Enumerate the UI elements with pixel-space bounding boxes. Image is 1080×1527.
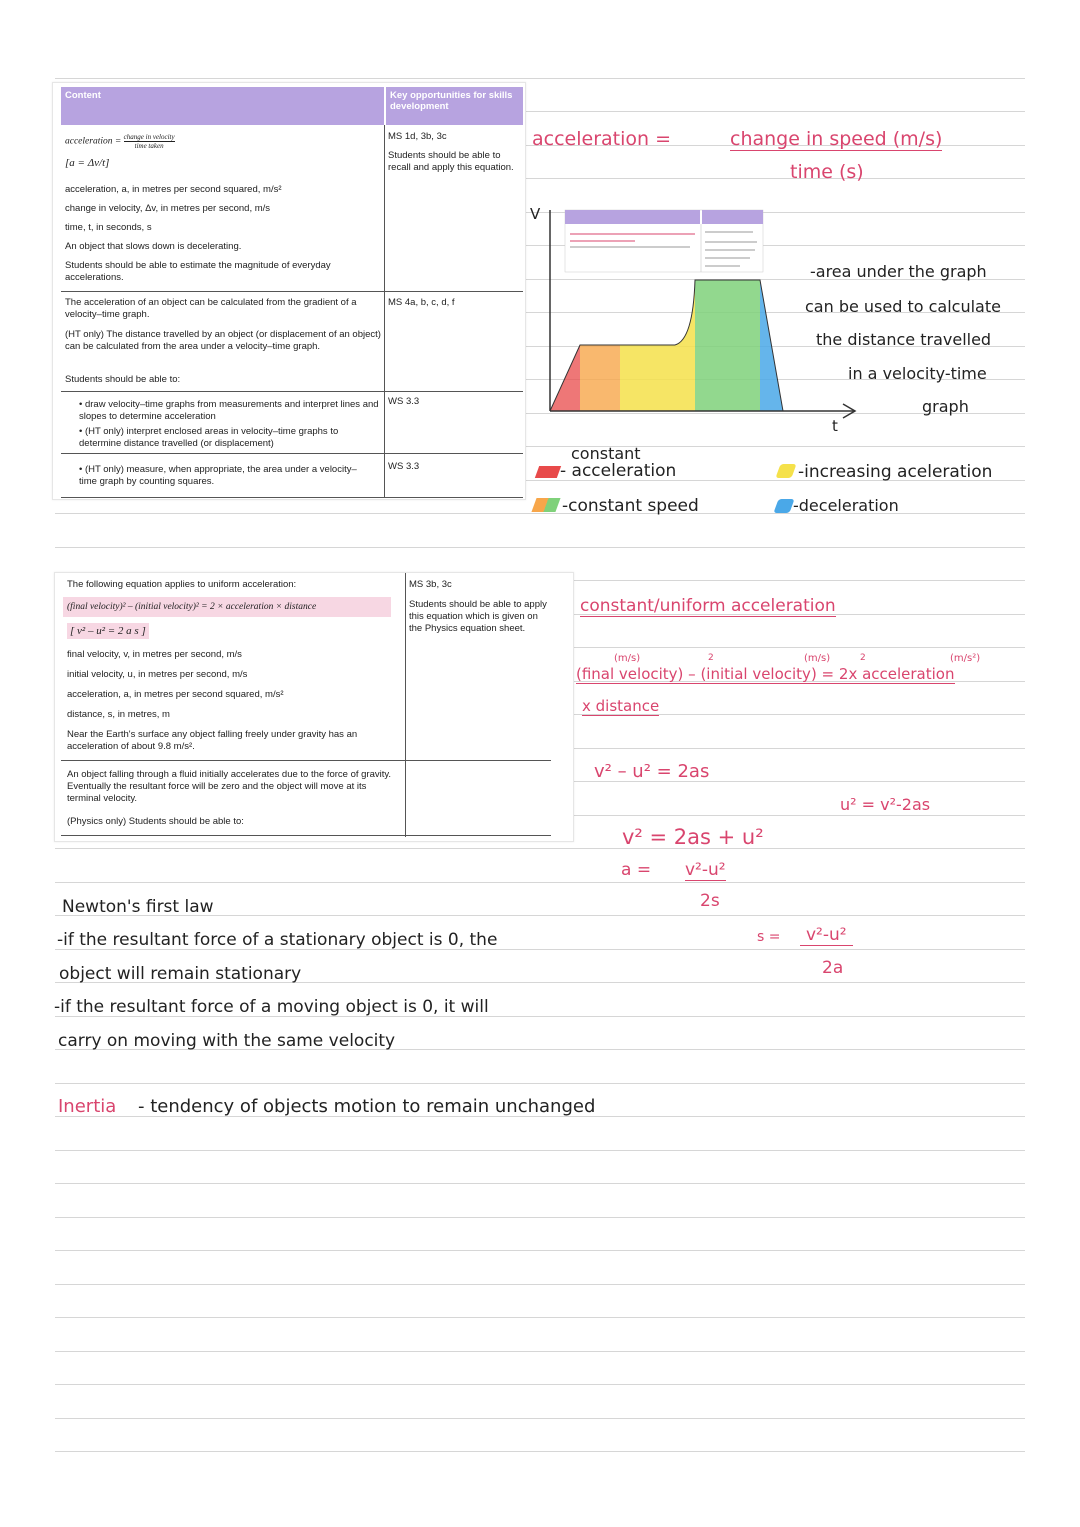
def-acceleration: acceleration, a, in metres per second squared, m/s²	[65, 184, 282, 195]
legend-constant-top: constant	[571, 444, 641, 463]
eq-s-fraction-top: v²-u²	[800, 925, 853, 946]
ms-1-text: Students should be able to recall and apply this equation.	[388, 150, 514, 173]
accel-label: acceleration =	[532, 128, 672, 150]
eq-s-fraction-bottom: 2a	[822, 958, 844, 978]
ht-area-text: (HT only) The distance travelled by an object (or displacement of an object) can be calculated from the area under a velocity–time graph.	[65, 329, 381, 352]
legend-constant-acceleration: - acceleration	[560, 461, 677, 481]
def-change-in-velocity: change in velocity, Δv, in metres per second, m/s	[65, 203, 271, 214]
unit-initial: (m/s)	[804, 653, 831, 664]
eq-a-fraction-bottom: 2s	[700, 891, 720, 911]
legend-orange-green-swatch	[531, 498, 560, 512]
physics-only-text: (Physics only) Students should be able to:	[67, 816, 244, 827]
uniform-intro: The following equation applies to uniform acceleration:	[67, 579, 297, 590]
ms-1: MS 1d, 3b, 3c	[388, 131, 447, 142]
area-note-3: the distance travelled	[816, 330, 992, 349]
eq-s-label: s =	[757, 929, 781, 945]
legend-increasing: -increasing aceleration	[798, 462, 993, 482]
words-equation: (final velocity) – (initial velocity) = 2x acceleration	[576, 665, 955, 683]
area-note-5: graph	[922, 397, 969, 416]
fluid-text: An object falling through a fluid initially accelerates due to the force of gravity. Eventually the resultant force will be zero and the object will move at its terminal velocity.	[67, 769, 392, 804]
square-final: 2	[708, 653, 714, 663]
area-note-4: in a velocity-time	[848, 364, 987, 383]
newton-line-3: -if the resultant force of a moving object is 0, it will	[54, 997, 489, 1017]
newton-line-4: carry on moving with the same velocity	[58, 1031, 396, 1051]
def-initial-velocity: initial velocity, u, in metres per second, m/s	[67, 669, 248, 680]
unit-acceleration: (m/s²)	[950, 653, 981, 664]
eq-v2: v² = 2as + u²	[622, 825, 764, 849]
header-key-opportunities: Key opportunities for skills development	[386, 87, 523, 125]
def-decelerating: An object that slows down is decelerating.	[65, 241, 242, 252]
eq-u2: u² = v²-2as	[840, 795, 931, 814]
area-constant-speed-green	[695, 280, 760, 411]
def-acceleration-2: acceleration, a, in metres per second squared, m/s²	[67, 689, 284, 700]
header-content: Content	[61, 87, 384, 125]
students-able-1: Students should be able to:	[65, 374, 181, 385]
inertia-definition: - tendency of objects motion to remain unchanged	[138, 1096, 596, 1117]
newton-title: Newton's first law	[62, 897, 214, 917]
square-initial: 2	[860, 653, 866, 663]
legend-red-swatch	[535, 466, 561, 478]
def-estimate: Students should be able to estimate the magnitude of everyday accelerations.	[65, 260, 331, 283]
legend-blue-swatch	[773, 499, 794, 513]
bullet-draw: • draw velocity–time graphs from measurements and interpret lines and slopes to determine acceleration	[79, 399, 379, 422]
spec-card-uniform-acceleration	[54, 572, 574, 842]
v-axis-label: V	[530, 205, 541, 223]
t-axis-label: t	[832, 417, 838, 435]
newton-line-2: object will remain stationary	[59, 964, 302, 984]
uniform-equation-symbols: [ v² – u² = 2 a s ]	[67, 623, 149, 639]
area-constant-speed-orange	[580, 345, 620, 411]
acceleration-equation: acceleration = change in velocity time taken	[65, 133, 175, 150]
area-note-1: -area under the graph	[810, 262, 987, 281]
legend-deceleration: -deceleration	[793, 496, 899, 515]
ws-1: WS 3.3	[388, 396, 420, 407]
near-earth-text: Near the Earth's surface any object falling freely under gravity has an acceleration of about 9.8 m/s².	[67, 729, 358, 752]
velocity-time-graph	[525, 200, 865, 435]
ms-3: MS 3b, 3c	[409, 579, 452, 590]
area-note-2: can be used to calculate	[805, 297, 1001, 316]
newton-line-1: -if the resultant force of a stationary object is 0, the	[57, 930, 498, 950]
eq-a-fraction-top: v²-u²	[685, 860, 726, 880]
spec-card-acceleration	[52, 82, 526, 500]
words-equation-distance: x distance	[582, 697, 660, 715]
ms-3-text: Students should be able to apply this equation which is given on the Physics equation sheet.	[409, 599, 547, 634]
uniform-title: constant/uniform acceleration	[580, 596, 836, 616]
gradient-text: The acceleration of an object can be calculated from the gradient of a velocity–time graph.	[65, 297, 357, 320]
bullet-measure: • (HT only) measure, when appropriate, the area under a velocity–time graph by counting squares.	[79, 464, 357, 487]
accel-fraction-bottom: time (s)	[790, 161, 864, 183]
eq-v2-u2-2as: v² – u² = 2as	[594, 761, 710, 782]
acceleration-symbol-equation: [a = Δv/t]	[65, 157, 110, 169]
ms-2: MS 4a, b, c, d, f	[388, 297, 455, 308]
def-final-velocity: final velocity, v, in metres per second, m/s	[67, 649, 242, 660]
uniform-equation-words: (final velocity)² – (initial velocity)² = 2 × acceleration × distance	[63, 597, 391, 617]
def-time: time, t, in seconds, s	[65, 222, 152, 233]
inertia-word: Inertia	[58, 1096, 117, 1117]
legend-constant-speed: -constant speed	[562, 496, 699, 516]
legend-yellow-swatch	[775, 464, 796, 478]
def-distance: distance, s, in metres, m	[67, 709, 170, 720]
accel-fraction-top: change in speed (m/s)	[730, 128, 943, 150]
ws-2: WS 3.3	[388, 461, 420, 472]
bullet-interpret: • (HT only) interpret enclosed areas in velocity–time graphs to determine distance travelled (or displacement)	[79, 426, 339, 449]
unit-final: (m/s)	[614, 653, 641, 664]
eq-a-label: a =	[621, 860, 652, 880]
